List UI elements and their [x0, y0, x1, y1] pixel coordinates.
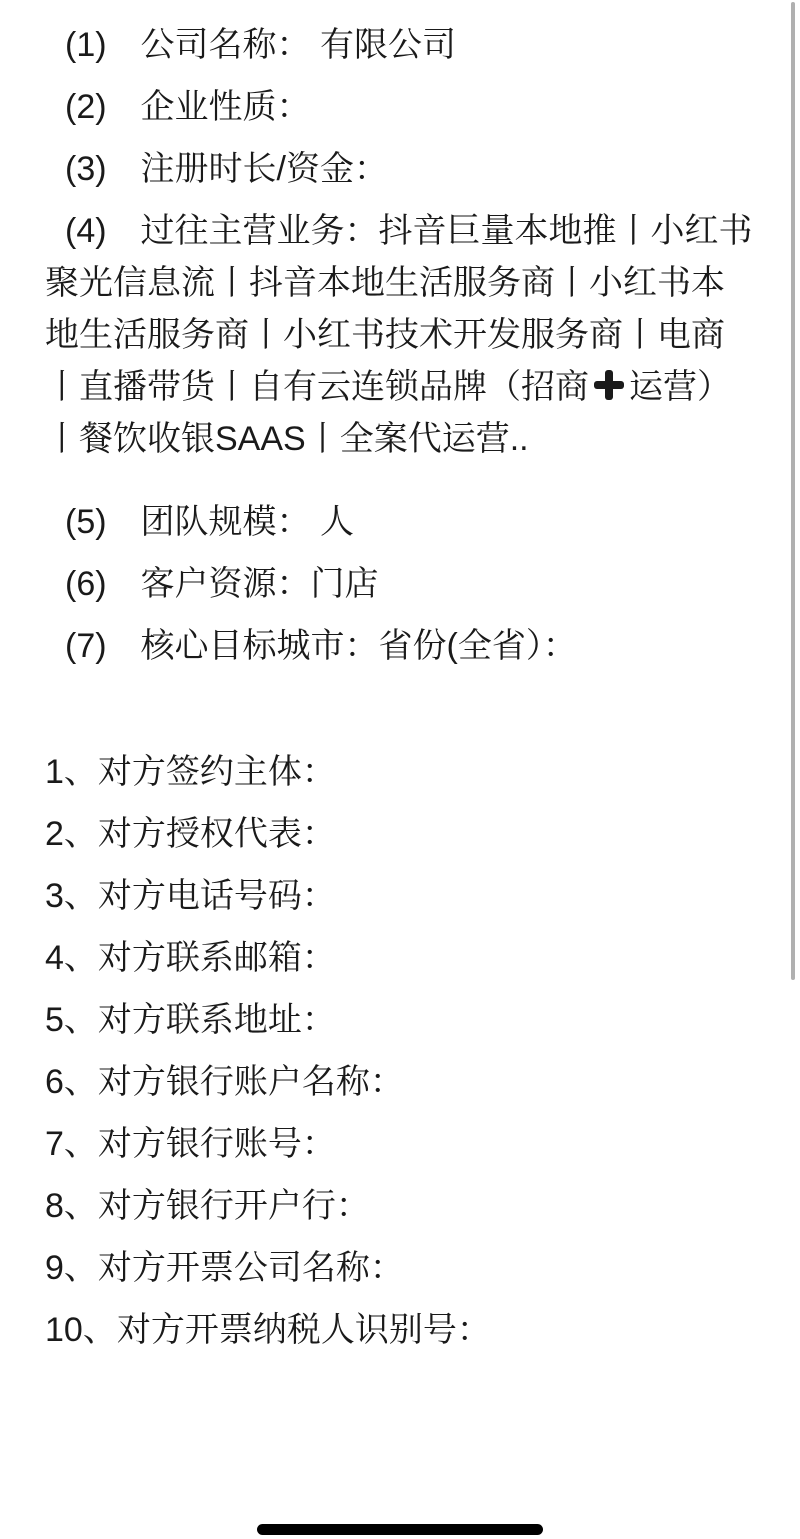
profile-item-enterprise-type: (2) 企业性质：	[65, 88, 311, 126]
blank-line	[45, 682, 758, 746]
company-profile-section	[45, 19, 758, 672]
main-business-text-before: (4) 过往主营业务：抖音巨量本地推丨小红书聚光信息流丨抖音本地生活服务商丨小红书本地生活服务商丨小红书技术开发服务商丨电商丨直播带货丨自有云连锁品牌（招商	[45, 212, 753, 406]
profile-item-team-size: (5) 团队规模： 人	[65, 503, 354, 541]
form-item-authorized-representative: 2、对方授权代表：	[45, 815, 336, 853]
form-item-invoice-company-name: 9、对方开票公司名称：	[45, 1249, 404, 1287]
profile-item-company-name: (1) 公司名称： 有限公司	[65, 26, 456, 64]
counterparty-form-section	[45, 746, 758, 1356]
form-item-contact-address: 5、对方联系地址：	[45, 1001, 336, 1039]
scrollbar-thumb[interactable]	[791, 2, 795, 980]
form-item-phone-number: 3、对方电话号码：	[45, 877, 336, 915]
profile-item-main-business	[45, 205, 758, 465]
form-item-bank-account-name: 6、对方银行账户名称：	[45, 1063, 404, 1101]
form-item-signing-entity: 1、对方签约主体：	[45, 753, 336, 791]
profile-item-target-cities: (7) 核心目标城市：省份(全省）：	[65, 627, 577, 665]
heavy-plus-icon	[594, 370, 624, 400]
form-item-taxpayer-id: 10、对方开票纳税人识别号：	[45, 1311, 491, 1349]
form-item-contact-email: 4、对方联系邮箱：	[45, 939, 336, 977]
home-indicator[interactable]	[257, 1524, 543, 1535]
main-business-text-after: 运营）丨餐饮收银SAAS丨全案代运营..	[45, 368, 731, 458]
form-item-bank-account-number: 7、对方银行账号：	[45, 1125, 336, 1163]
profile-item-registration-duration-capital: (3) 注册时长/资金：	[65, 150, 388, 188]
form-item-bank-branch: 8、对方银行开户行：	[45, 1187, 370, 1225]
profile-item-customer-resources: (6) 客户资源：门店	[65, 565, 379, 603]
